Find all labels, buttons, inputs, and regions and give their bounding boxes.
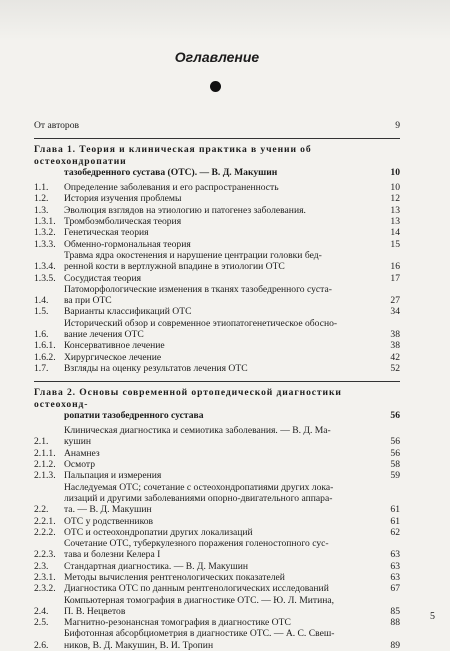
previous-page-bleed — [0, 0, 450, 40]
toc-entry-text: Наследуемая ОТС; сочетание с остеохондропатиями других лока- лизаций и другими заболеваниями опорно-двигательного аппара- та. — В. Д. Макушин — [64, 481, 334, 516]
toc-entry-page: 88 — [390, 617, 400, 629]
toc-entry-page: 67 — [390, 583, 400, 595]
toc-entry-page: 52 — [390, 362, 400, 374]
toc-entry-text: ОТС у родственников — [64, 515, 154, 527]
toc-entry-page: 63 — [390, 571, 400, 583]
toc-entry[interactable] — [34, 482, 400, 516]
toc-entry-text: Генетическая теория — [64, 227, 149, 239]
toc-entry[interactable] — [34, 561, 400, 572]
toc-entry-page: 56 — [390, 409, 400, 421]
toc-entry-number: 1.5. — [34, 306, 49, 318]
toc-entry-page: 17 — [390, 272, 400, 284]
toc-entry-text: Магнитно-резонансная томография в диагностике ОТС — [64, 617, 291, 629]
toc-entry-number: 1.3.3. — [34, 238, 56, 250]
toc-entry[interactable] — [34, 306, 400, 317]
toc-entry[interactable] — [34, 425, 400, 448]
toc-entry[interactable] — [34, 340, 400, 351]
toc-entry-number: 1.6. — [34, 329, 49, 341]
toc-entry[interactable] — [34, 617, 400, 628]
toc-entry-page: 12 — [390, 193, 400, 205]
toc-entry-number: 2.1. — [34, 436, 49, 448]
toc-entry-page: 14 — [390, 227, 400, 239]
toc-entry[interactable] — [34, 239, 400, 250]
chapter-title: Глава 1. Теория и клиническая практика в учении об остеохондропатии тазобедренного сустава (ОТС). — В. Д. Макушин — [34, 144, 312, 178]
toc-entry[interactable] — [34, 284, 400, 307]
chapter-1-entries — [34, 182, 400, 374]
toc-entry[interactable] — [34, 538, 400, 561]
toc-entry-number: 2.3.1. — [34, 571, 56, 583]
toc-entry[interactable] — [34, 459, 400, 470]
toc-entry-text: Компьютерная томография в диагностике ОТС. — Ю. Л. Митина, П. В. Нецветов — [64, 594, 334, 617]
toc-entry-text: Методы вычисления рентгенологических показателей — [64, 571, 285, 583]
toc-entry-text: ОТС и остеохондропатии других локализаций — [64, 526, 253, 538]
toc-entry-number: 2.3.2. — [34, 583, 56, 595]
toc-entry[interactable] — [34, 628, 400, 651]
toc-entry[interactable] — [34, 595, 400, 618]
toc-entry-page: 9 — [395, 120, 400, 131]
toc-entry-text: Осмотр — [64, 459, 96, 471]
toc-entry-page: 38 — [390, 329, 400, 341]
toc-entry-text: Консервативное лечение — [64, 340, 165, 352]
toc-entry-number: 1.6.1. — [34, 340, 56, 352]
toc-entry-text: Взгляды на оценку результатов лечения ОТС — [64, 362, 248, 374]
toc-entry-page: 85 — [390, 605, 400, 617]
toc-entry-page: 63 — [390, 560, 400, 572]
toc-entry-page: 63 — [390, 549, 400, 561]
toc-entry-page: 13 — [390, 216, 400, 228]
toc-entry-text: Сосудистая теория — [64, 272, 142, 284]
toc-entry-text: Обменно-гормональная теория — [64, 238, 191, 250]
toc-entry-text: Травма ядра окостенения и нарушение центрации головки бед- ренной кости в вертлужной впадине в этиологии ОТС — [64, 249, 322, 273]
toc-entry-page: 61 — [390, 504, 400, 516]
toc-entry-text: История изучения проблемы — [64, 193, 182, 205]
toc-entry-number: 2.5. — [34, 617, 49, 629]
toc-entry-text: Эволюция взглядов на этиологию и патогенез заболевания. — [64, 204, 306, 216]
chapter-title: Глава 2. Основы современной ортопедической диагностики остеохонд- ропатии тазобедренного сустава — [34, 387, 342, 421]
toc-entry-number: 2.1.2. — [34, 459, 56, 471]
toc-entry-page: 15 — [390, 238, 400, 250]
toc-entry-number: 2.4. — [34, 605, 49, 617]
toc-entry-number: 1.7. — [34, 362, 49, 374]
divider — [34, 381, 400, 382]
toc-entry[interactable] — [34, 527, 400, 538]
toc-entry-text: Бифотонная абсорбциометрия в диагностике ОТС. — А. С. Свеш- ников, В. Д. Макушин, В. И. Тропин — [64, 628, 335, 651]
toc-entry-page: 13 — [390, 204, 400, 216]
toc-entry-text: Патоморфологические изменения в тканях тазобедренного суста- ва при ОТС — [64, 283, 332, 307]
toc-entry-page: 38 — [390, 340, 400, 352]
toc-entry-page: 16 — [390, 261, 400, 273]
toc-entry[interactable] — [34, 216, 400, 227]
toc-entry-page: 56 — [390, 436, 400, 448]
toc-entry-page: 10 — [390, 182, 400, 194]
page-title: Оглавление — [174, 49, 260, 65]
toc-entry-text: Исторический обзор и современное этиопатогенетическое обосно- вание лечения ОТС — [64, 317, 338, 341]
toc-entry-text: Хирургическое лечение — [64, 351, 162, 363]
toc-entry-text: Анамнез — [64, 447, 100, 459]
toc-entry-page: 62 — [390, 526, 400, 538]
toc-entry-number: 1.3. — [34, 204, 49, 216]
toc-entry[interactable] — [34, 227, 400, 238]
toc-entry-page: 34 — [390, 306, 400, 318]
toc-entry-page: 10 — [390, 166, 400, 178]
toc-entry-text: Диагностика ОТС по данным рентгенологических исследований — [64, 583, 329, 595]
chapter-2-entries — [34, 425, 400, 651]
toc-entry-number: 2.2.2. — [34, 526, 56, 538]
toc-entry-page: 56 — [390, 447, 400, 459]
toc-entry-number: 2.1.1. — [34, 447, 56, 459]
toc-chapter-2[interactable] — [34, 387, 400, 421]
toc-entry[interactable] — [34, 250, 400, 273]
toc-entry-number: 2.2.3. — [34, 549, 56, 561]
toc-entry-number: 2.3. — [34, 560, 49, 572]
toc-entry-number: 1.6.2. — [34, 351, 56, 363]
toc-entry-text: Клиническая диагностика и семиотика заболевания. — В. Д. Ма- кушин — [64, 425, 331, 448]
toc-entry-number: 1.2. — [34, 193, 49, 205]
page-number: 5 — [430, 611, 435, 622]
toc-entry-intro[interactable] — [34, 120, 400, 131]
table-of-contents — [34, 120, 400, 651]
toc-entry-text: Пальпация и измерения — [64, 470, 162, 482]
toc-entry[interactable] — [34, 572, 400, 583]
toc-entry[interactable] — [34, 363, 400, 374]
toc-entry-number: 1.4. — [34, 295, 49, 307]
decorative-dot — [210, 81, 221, 92]
toc-entry[interactable] — [34, 205, 400, 216]
toc-entry[interactable] — [34, 448, 400, 459]
divider — [34, 138, 400, 139]
toc-entry-number: 1.3.2. — [34, 227, 56, 239]
toc-entry-page: 61 — [390, 515, 400, 527]
toc-entry-number: 2.6. — [34, 639, 49, 651]
toc-chapter-1[interactable] — [34, 144, 400, 178]
toc-entry-text: Тромбоэмболическая теория — [64, 216, 182, 228]
toc-entry-text: Стандартная диагностика. — В. Д. Макушин — [64, 560, 249, 572]
toc-entry-number: 1.1. — [34, 182, 49, 194]
toc-entry[interactable] — [34, 352, 400, 363]
toc-entry-page: 42 — [390, 351, 400, 363]
toc-entry-text: Сочетание ОТС, туберкулезного поражения голеностопного сус- тава и болезни Келера I — [64, 538, 329, 561]
toc-entry[interactable] — [34, 470, 400, 481]
toc-entry[interactable] — [34, 193, 400, 204]
toc-entry-number: 1.3.1. — [34, 216, 56, 228]
toc-entry-number: 2.2.1. — [34, 515, 56, 527]
toc-entry-number: 1.3.5. — [34, 272, 56, 284]
toc-entry[interactable] — [34, 583, 400, 594]
toc-entry[interactable] — [34, 318, 400, 341]
toc-entry-text: Варианты классификаций ОТС — [64, 306, 192, 318]
toc-entry[interactable] — [34, 516, 400, 527]
toc-entry-number: 2.2. — [34, 504, 49, 516]
toc-entry[interactable] — [34, 273, 400, 284]
toc-entry[interactable] — [34, 182, 400, 193]
toc-entry-page: 27 — [390, 295, 400, 307]
toc-entry-page: 59 — [390, 470, 400, 482]
toc-entry-page: 89 — [390, 639, 400, 651]
toc-entry-page: 58 — [390, 459, 400, 471]
toc-entry-number: 2.1.3. — [34, 470, 56, 482]
toc-entry-text: Определение заболевания и его распространенность — [64, 182, 279, 194]
toc-entry-text: От авторов — [34, 120, 80, 131]
toc-entry-number: 1.3.4. — [34, 261, 56, 273]
